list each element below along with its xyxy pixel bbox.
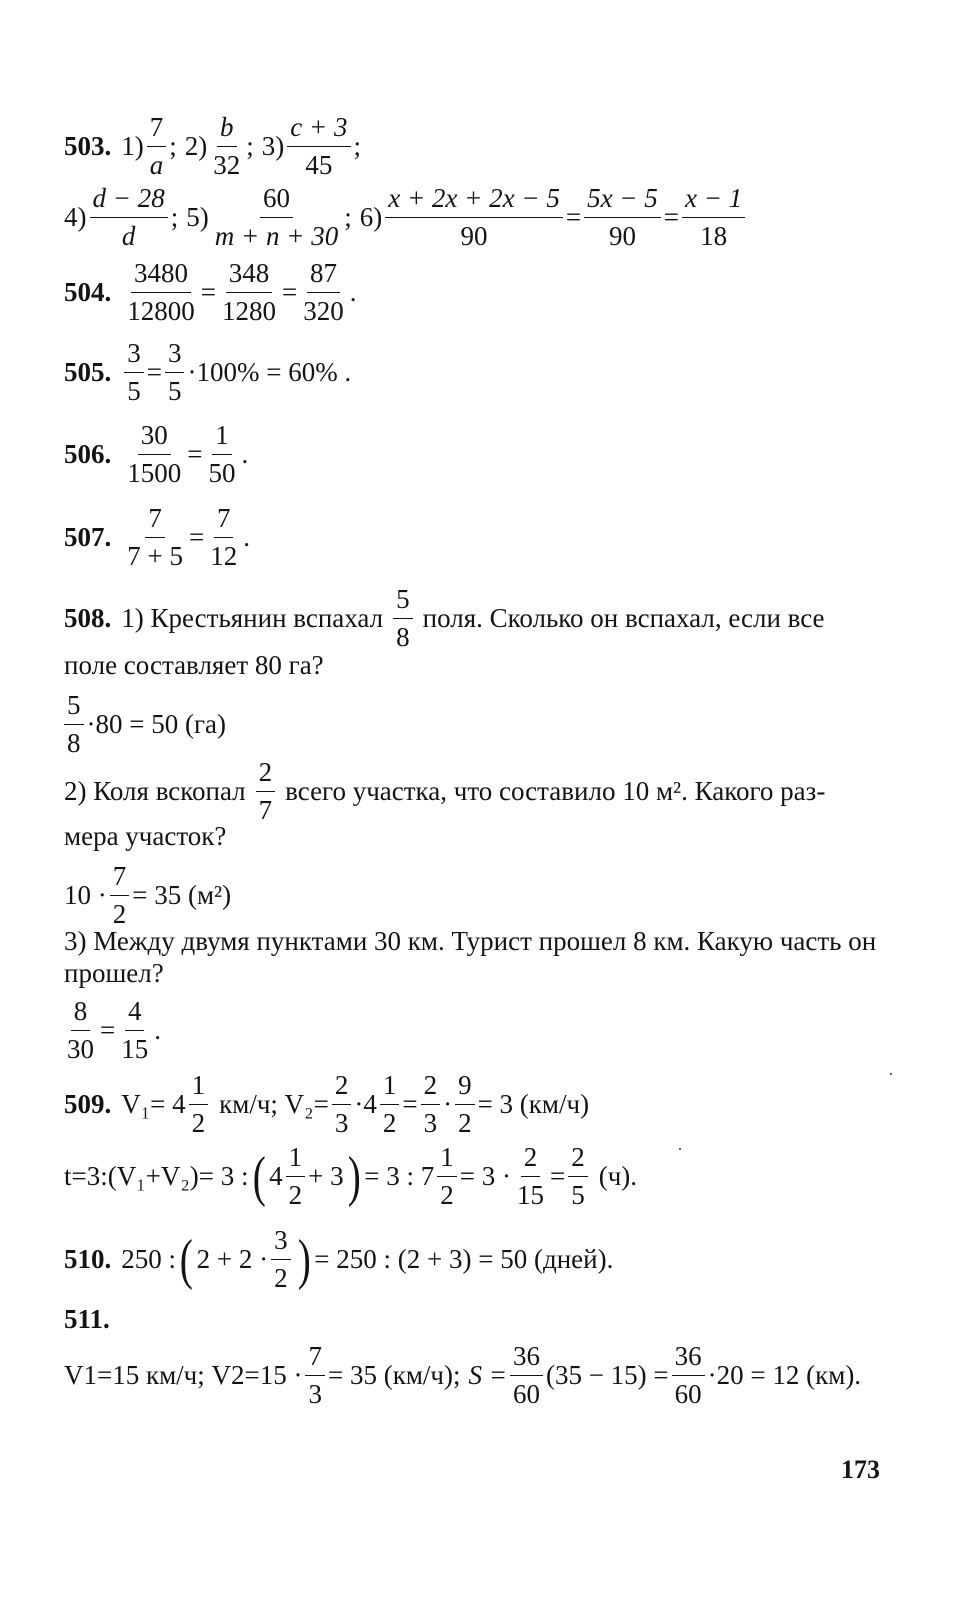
problem-508-part-3 <box>64 925 900 990</box>
fraction: $\frac{2}{3}$ <box>332 1070 352 1139</box>
fraction: $\frac{7}{12}$ <box>210 503 238 572</box>
problem-text: 1) Крестьянин вспахал <box>121 603 384 634</box>
problem-text: поле составляет 80 га? <box>64 650 324 680</box>
problem-503-line-2: 4) $\frac{d - 28}{d}$ ; 5) $\frac{60}{m + n + 30}$ ; 6) $\frac{x + 2x + 2x - 5}{90}$ = $\frac{5x - 5}{90}$ = $\frac{x - 1}{18}$ <box>64 183 748 252</box>
fraction: $\frac{2}{3}$ <box>421 1070 441 1139</box>
fraction: $\frac{4}{15}$ <box>121 996 149 1065</box>
expression-part: (ч). <box>598 1161 638 1192</box>
problem-number: 505. <box>64 357 112 388</box>
expression-part: = 3 · <box>459 1161 511 1192</box>
fraction: $\frac{7}{3}$ <box>305 1341 325 1410</box>
expression-part: = 3 : 7 <box>364 1161 435 1192</box>
item-label: 3) <box>261 131 285 162</box>
expression-part: = 35 (км/ч); <box>327 1360 461 1391</box>
problem-511 <box>64 1341 861 1410</box>
fraction: $\frac{7}{7 + 5}$ <box>127 503 183 572</box>
expression-tail: ·80 = 50 (га) <box>86 709 227 740</box>
solution-508-3: $\frac{8}{30}$ = $\frac{4}{15}$ . <box>64 996 161 1065</box>
expression-part: 2 + 2 · <box>196 1244 269 1275</box>
fraction: $\frac{5}{8}$ <box>393 584 413 653</box>
expression-part: = 250 : (2 + 3) = 50 (дней). <box>314 1244 614 1275</box>
item-label: 2) <box>184 131 208 162</box>
fraction: $\frac{9}{2}$ <box>455 1070 475 1139</box>
expression-part: = 3 (км/ч) <box>477 1089 590 1120</box>
expression-part: (35 − 15) = <box>545 1360 669 1391</box>
fraction: $\frac{1}{2}$ <box>437 1142 457 1211</box>
problem-number: 510. <box>64 1244 112 1275</box>
fraction: $\frac{1}{2}$ <box>189 1070 209 1139</box>
solution-508-2 <box>64 861 231 930</box>
fraction: $\frac{7}{a}$ <box>147 112 167 181</box>
problem-text: мера участок? <box>64 821 227 851</box>
expression-part: км/ч; V₂= <box>219 1089 329 1120</box>
problem-508-line-2 <box>64 652 324 679</box>
fraction: $\frac{7}{2}$ <box>110 861 130 930</box>
expression-tail: ·100% = 60% . <box>187 357 352 388</box>
fraction: $\frac{8}{30}$ <box>67 996 94 1065</box>
expression-part: ·4 <box>354 1089 377 1120</box>
fraction: $\frac{x - 1}{18}$ <box>682 183 745 252</box>
fraction: $\frac{3480}{12800}$ <box>127 258 195 327</box>
problem-number: 508. <box>64 603 112 634</box>
fraction: $\frac{2}{7}$ <box>256 757 276 826</box>
expression-part: ·20 = 12 (км). <box>707 1360 862 1391</box>
page-number: 173 <box>841 1455 880 1484</box>
fraction: $\frac{3}{2}$ <box>271 1225 291 1294</box>
solution-508-1 <box>64 690 226 759</box>
problem-number: 503. <box>64 131 112 162</box>
expression-part: t=3:(V₁+V₂)= 3 : <box>64 1161 249 1192</box>
expression-tail: = 35 (м²) <box>132 880 232 911</box>
scan-speck <box>890 1073 892 1075</box>
fraction: $\frac{36}{60}$ <box>510 1341 543 1410</box>
problem-number: 507. <box>64 522 112 553</box>
problem-508-line-3 <box>64 757 825 826</box>
fraction: $\frac{36}{60}$ <box>672 1341 705 1410</box>
problem-508-line-4 <box>64 823 226 850</box>
expression-part: V1=15 км/ч; V2=15 · <box>64 1360 303 1391</box>
fraction: $\frac{3}{5}$ <box>124 338 144 407</box>
problem-text: всего участка, что составило 10 м². Какого раз- <box>285 776 826 807</box>
fraction: $\frac{1}{50}$ <box>208 420 236 489</box>
expression-part: S = <box>468 1360 507 1391</box>
fraction: $\frac{2}{5}$ <box>568 1142 588 1211</box>
problem-508-line-1 <box>64 584 825 653</box>
fraction: $\frac{d - 28}{d}$ <box>90 183 168 252</box>
fraction: $\frac{1}{2}$ <box>286 1142 306 1211</box>
problem-number: 506. <box>64 439 112 470</box>
problem-509-line-1: 509. V₁= 4 $\frac{1}{2}$ км/ч; V₂= $\frac{2}{3}$ ·4 $\frac{1}{2}$ = $\frac{2}{3}$ · $\frac{9}{2}$ = 3 (км/ч) <box>64 1070 590 1139</box>
problem-507: 507. $\frac{7}{7 + 5}$ = $\frac{7}{12}$ . <box>64 503 250 572</box>
problem-text: поля. Сколько он вспахал, если все <box>422 603 825 634</box>
problem-511-label <box>64 1306 120 1333</box>
expression-part: + 3 <box>308 1161 344 1192</box>
item-label: 1) <box>121 131 144 162</box>
scan-speck <box>679 1148 681 1150</box>
problem-number: 511. <box>64 1304 110 1334</box>
problem-504: 504. $\frac{3480}{12800}$ = $\frac{348}{1280}$ = $\frac{87}{320}$ . <box>64 258 357 327</box>
fraction: $\frac{87}{320}$ <box>303 258 344 327</box>
problem-503-line-1: 503. 1) $\frac{7}{a}$ ; 2) $\frac{b}{32}$ ; 3) $\frac{c + 3}{45}$ ; <box>64 112 362 181</box>
problem-number: 504. <box>64 277 112 308</box>
fraction: $\frac{348}{1280}$ <box>221 258 276 327</box>
expression-head: 10 · <box>64 880 107 911</box>
problem-text: 2) Коля вскопал <box>64 776 246 807</box>
fraction: $\frac{3}{5}$ <box>165 338 185 407</box>
problem-number: 509. <box>64 1089 112 1120</box>
problem-text: 3) Между двумя пунктами 30 км. Турист прошел 8 км. Какую часть он прошел? <box>64 926 877 989</box>
item-label: 5) <box>186 202 209 233</box>
fraction: $\frac{2}{15}$ <box>517 1142 544 1211</box>
fraction: $\frac{x + 2x + 2x - 5}{90}$ <box>385 183 563 252</box>
problem-509-line-2: t=3:(V₁+V₂)= 3 : ( 4 $\frac{1}{2}$ + 3 ) = 3 : 7 $\frac{1}{2}$ = 3 · $\frac{2}{15}$ = $\frac{2}{5}$ (ч). <box>64 1142 638 1211</box>
expression-part: 250 : <box>121 1244 177 1275</box>
fraction: $\frac{30}{1500}$ <box>127 420 182 489</box>
fraction: $\frac{5x - 5}{90}$ <box>584 183 661 252</box>
problem-510: 510. 250 : ( 2 + 2 · $\frac{3}{2}$ ) = 250 : (2 + 3) = 50 (дней). <box>64 1225 614 1294</box>
problem-506: 506. $\frac{30}{1500}$ = $\frac{1}{50}$ . <box>64 420 249 489</box>
item-label: 6) <box>359 202 383 233</box>
expression-part: V₁= 4 <box>121 1089 186 1120</box>
fraction: $\frac{1}{2}$ <box>380 1070 400 1139</box>
fraction: $\frac{c + 3}{45}$ <box>287 112 350 181</box>
problem-505: 505. $\frac{3}{5}$ = $\frac{3}{5}$ ·100% = 60% . <box>64 338 352 407</box>
fraction: $\frac{5}{8}$ <box>64 690 84 759</box>
fraction: $\frac{60}{m + n + 30}$ <box>214 183 339 252</box>
item-label: 4) <box>64 202 87 233</box>
fraction: $\frac{b}{32}$ <box>213 112 241 181</box>
